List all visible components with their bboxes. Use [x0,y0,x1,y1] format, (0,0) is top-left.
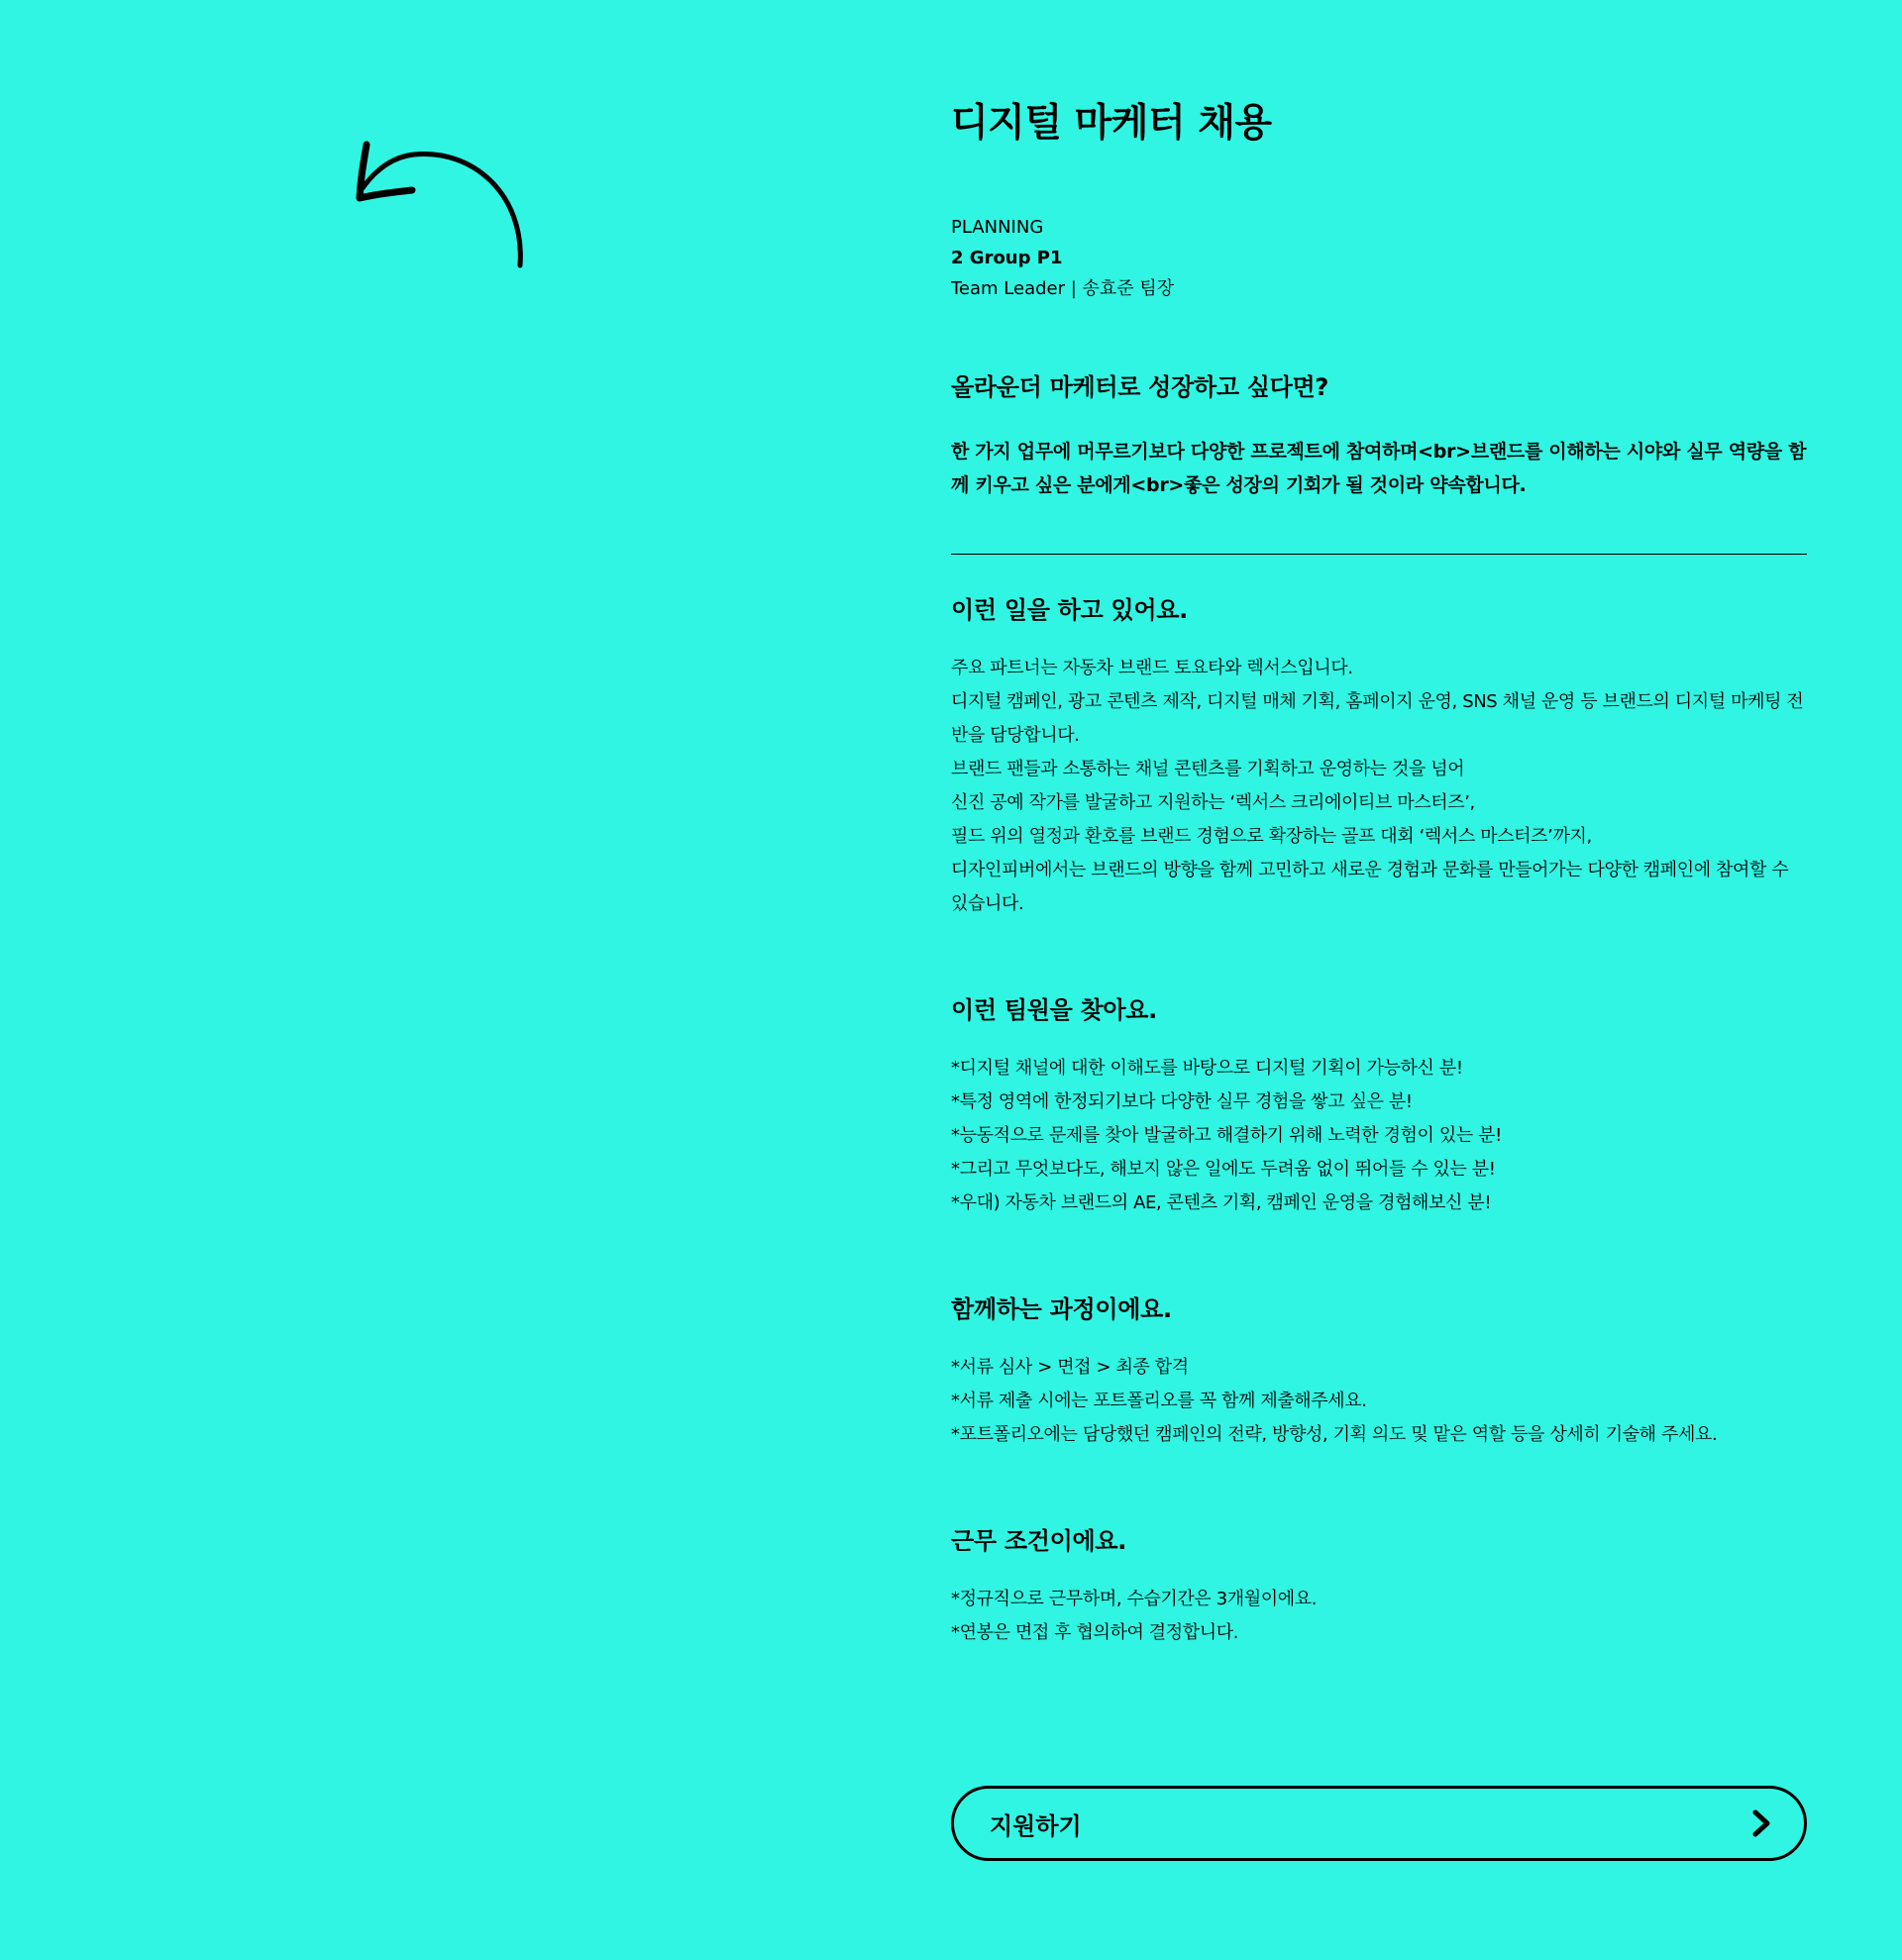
curved-arrow-back-icon [355,139,533,277]
list-item: 주요 파트너는 자동차 브랜드 토요타와 렉서스입니다. [951,658,1353,678]
list-item: 필드 위의 열정과 환호를 브랜드 경험으로 확장하는 골프 대회 ‘렉서스 마스터즈’까지, [951,826,1592,847]
list-item: 디자인피버에서는 브랜드의 방향을 함께 고민하고 새로운 경험과 문화를 만들어가는 다양한 캠페인에 참여할 수 있습니다. [951,860,1789,914]
team-leader-label: Team Leader | 송효준 팀장 [951,278,1175,299]
list-item: *우대) 자동차 브랜드의 AE, 콘텐츠 기획, 캠페인 운영을 경험해보신 분! [951,1192,1492,1213]
intro-text: 한 가지 업무에 머무르기보다 다양한 프로젝트에 참여하며<br>브랜드를 이해하는 시야와 실무 역량을 함께 키우고 싶은 분에게<br>좋은 성장의 기회가 될 것이라 약속합니다. [951,441,1807,496]
list-item: *디지털 채널에 대한 이해도를 바탕으로 디지털 기획이 가능하신 분! [951,1058,1463,1079]
section-list [951,1052,1807,1220]
group-label: 2 Group P1 [951,248,1063,268]
section-list [951,1351,1807,1452]
list-item: *연봉은 면접 후 협의하여 결정합니다. [951,1622,1239,1643]
list-item: *특정 영역에 한정되기보다 다양한 실무 경험을 쌓고 싶은 분! [951,1091,1413,1112]
section-heading: 근무 조건이에요. [951,1527,1127,1555]
section-conditions [951,1523,1807,1650]
list-item: *정규직으로 근무하며, 수습기간은 3개월이에요. [951,1589,1318,1609]
list-item: *그리고 무엇보다도, 해보지 않은 일에도 두려움 없이 뛰어들 수 있는 분! [951,1159,1496,1180]
apply-button[interactable] [951,1786,1807,1861]
list-item: *서류 심사 > 면접 > 최종 합격 [951,1357,1189,1378]
list-item: 브랜드 팬들과 소통하는 채널 콘텐츠를 기획하고 운영하는 것을 넘어 [951,759,1465,779]
section-work [951,592,1807,921]
list-item: 신진 공예 작가를 발굴하고 지원하는 ‘렉서스 크리에이티브 마스터즈’, [951,792,1475,813]
job-posting [951,95,1807,1650]
list-item: *능동적으로 문제를 찾아 발굴하고 해결하기 위해 노력한 경험이 있는 분! [951,1125,1502,1146]
section-heading: 이런 일을 하고 있어요. [951,596,1188,624]
intro-heading: 올라운더 마케터로 성장하고 싶다면? [951,373,1329,401]
section-heading: 이런 팀원을 찾아요. [951,996,1157,1024]
section-candidates [951,992,1807,1220]
section-list [951,652,1807,921]
list-item: *서류 제출 시에는 포트폴리오를 꼭 함께 제출해주세요. [951,1391,1367,1411]
divider [951,554,1807,555]
apply-button-label: 지원하기 [990,1811,1082,1840]
chevron-right-icon [1748,1808,1774,1838]
job-meta [951,212,1807,304]
section-heading: 함께하는 과정이에요. [951,1295,1172,1323]
list-item: *포트폴리오에는 담당했던 캠페인의 전략, 방향성, 기획 의도 및 맡은 역할 등을 상세히 기술해 주세요. [951,1424,1718,1445]
section-list [951,1583,1807,1650]
list-item: 디지털 캠페인, 광고 콘텐츠 제작, 디지털 매체 기획, 홈페이지 운영, SNS 채널 운영 등 브랜드의 디지털 마케팅 전반을 담당합니다. [951,691,1804,746]
section-process [951,1291,1807,1452]
back-link[interactable] [355,139,533,277]
page-title: 디지털 마케터 채용 [951,101,1272,146]
department-label: PLANNING [951,217,1044,238]
